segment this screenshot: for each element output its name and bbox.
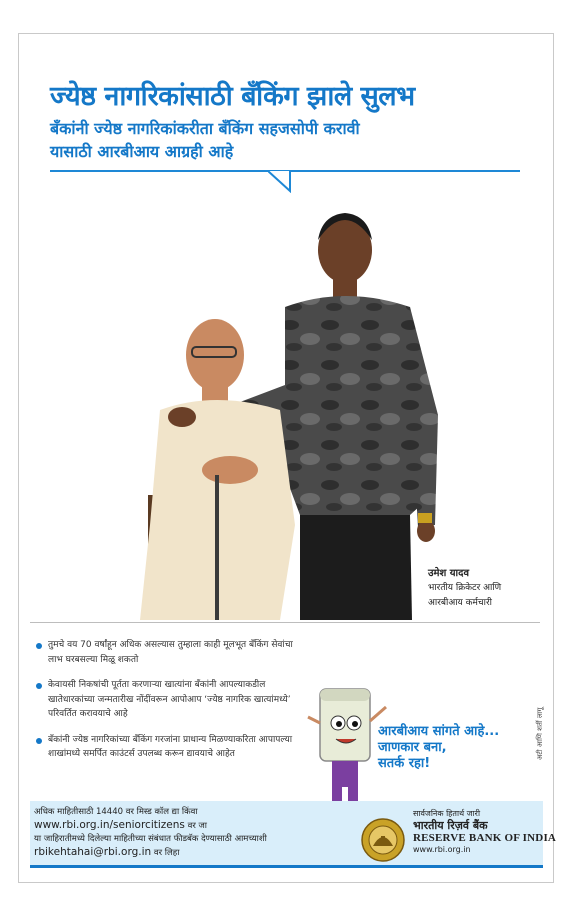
bullet-item: तुमचे वय 70 वर्षांहून अधिक असल्यास तुम्हाला काही मूलभूत बँकिंग सेवांचा लाभ घरबसल्या मिळू शकतो — [36, 638, 306, 667]
public-interest-note: सार्वजनिक हितार्थ जारी — [413, 809, 481, 818]
footer-contact — [34, 806, 324, 860]
rbi-branding — [413, 808, 556, 856]
caption-line-2: आरबीआय कर्मचारी — [428, 598, 492, 608]
footer-email-suffix: वर लिहा — [151, 848, 180, 858]
photo-caption — [428, 566, 501, 611]
footer-url-suffix: वर जा — [184, 821, 208, 831]
bullet-list — [36, 638, 306, 773]
bullet-item: बँकांनी ज्येष्ठ नागरिकांच्या बँकिंग गरजांना प्राधान्य मिळण्याकरिता आपापल्या शाखांमध्ये समर्पित काउंटर्स उपलब्ध करून द्यावयाचे आहेत — [36, 733, 306, 762]
seated-elderly-man — [140, 319, 295, 620]
footer-url-link[interactable]: www.rbi.org.in/seniorcitizens — [34, 819, 185, 831]
hand-on-shoulder — [168, 407, 196, 427]
subhead — [50, 117, 470, 163]
terms-note: अटी आणि शर्ती लागू — [536, 707, 544, 760]
footer-email-link[interactable]: rbikehtahai@rbi.org.in — [34, 846, 152, 858]
tagline-line-2: जाणकार बना, — [378, 740, 447, 755]
caption-line-1: भारतीय क्रिकेटर आणि — [428, 583, 502, 593]
bullet-dot-icon — [36, 683, 42, 689]
subhead-line-2: यासाठी आरबीआय आग्रही आहे — [50, 142, 234, 161]
rbi-website-link[interactable]: www.rbi.org.in — [413, 845, 471, 854]
rbi-english-name: RESERVE BANK OF INDIA — [413, 832, 557, 844]
rbi-hindi-name: भारतीय रिज़र्व बैंक — [413, 819, 488, 832]
footer-bottom-bar — [30, 865, 543, 868]
caption-name: उमेश यादव — [428, 568, 470, 579]
footer-line-1: अधिक माहितीसाठी 14440 वर मिस्ड कॉल द्या किंवा — [34, 807, 198, 817]
bullet-dot-icon — [36, 738, 42, 744]
bullet-dot-icon — [36, 643, 42, 649]
tagline-line-1: आरबीआय सांगते आहे... — [378, 724, 500, 739]
tagline-line-3: सतर्क रहा! — [378, 756, 431, 771]
rbi-seal-icon — [361, 818, 405, 862]
photo-senior-and-cricketer — [120, 195, 445, 620]
bullet-item: केवायसी निकषांची पूर्तता करणाऱ्या खात्यांना बँकांनी आपल्याकडील खातेधारकांच्या जन्मतारीख नोंदींवरून आपोआप ‘ज्येष्ठ नागरिक खात्यांमध्ये’ परिवर्तित करावयाचे आहे — [36, 678, 306, 722]
subhead-line-1: बँकांनी ज्येष्ठ नागरिकांकरीता बँकिंग सहजसोपी करावी — [50, 119, 360, 138]
divider — [30, 622, 540, 623]
tagline — [378, 724, 499, 772]
headline: ज्येष्ठ नागरिकांसाठी बँकिंग झाले सुलभ — [50, 81, 415, 112]
footer-line-3: या जाहिरातीमध्ये दिलेल्या माहितीच्या संबंधात फीडबॅक देण्यासाठी आमच्याशी — [34, 834, 267, 844]
speech-bubble-tail — [268, 171, 296, 193]
